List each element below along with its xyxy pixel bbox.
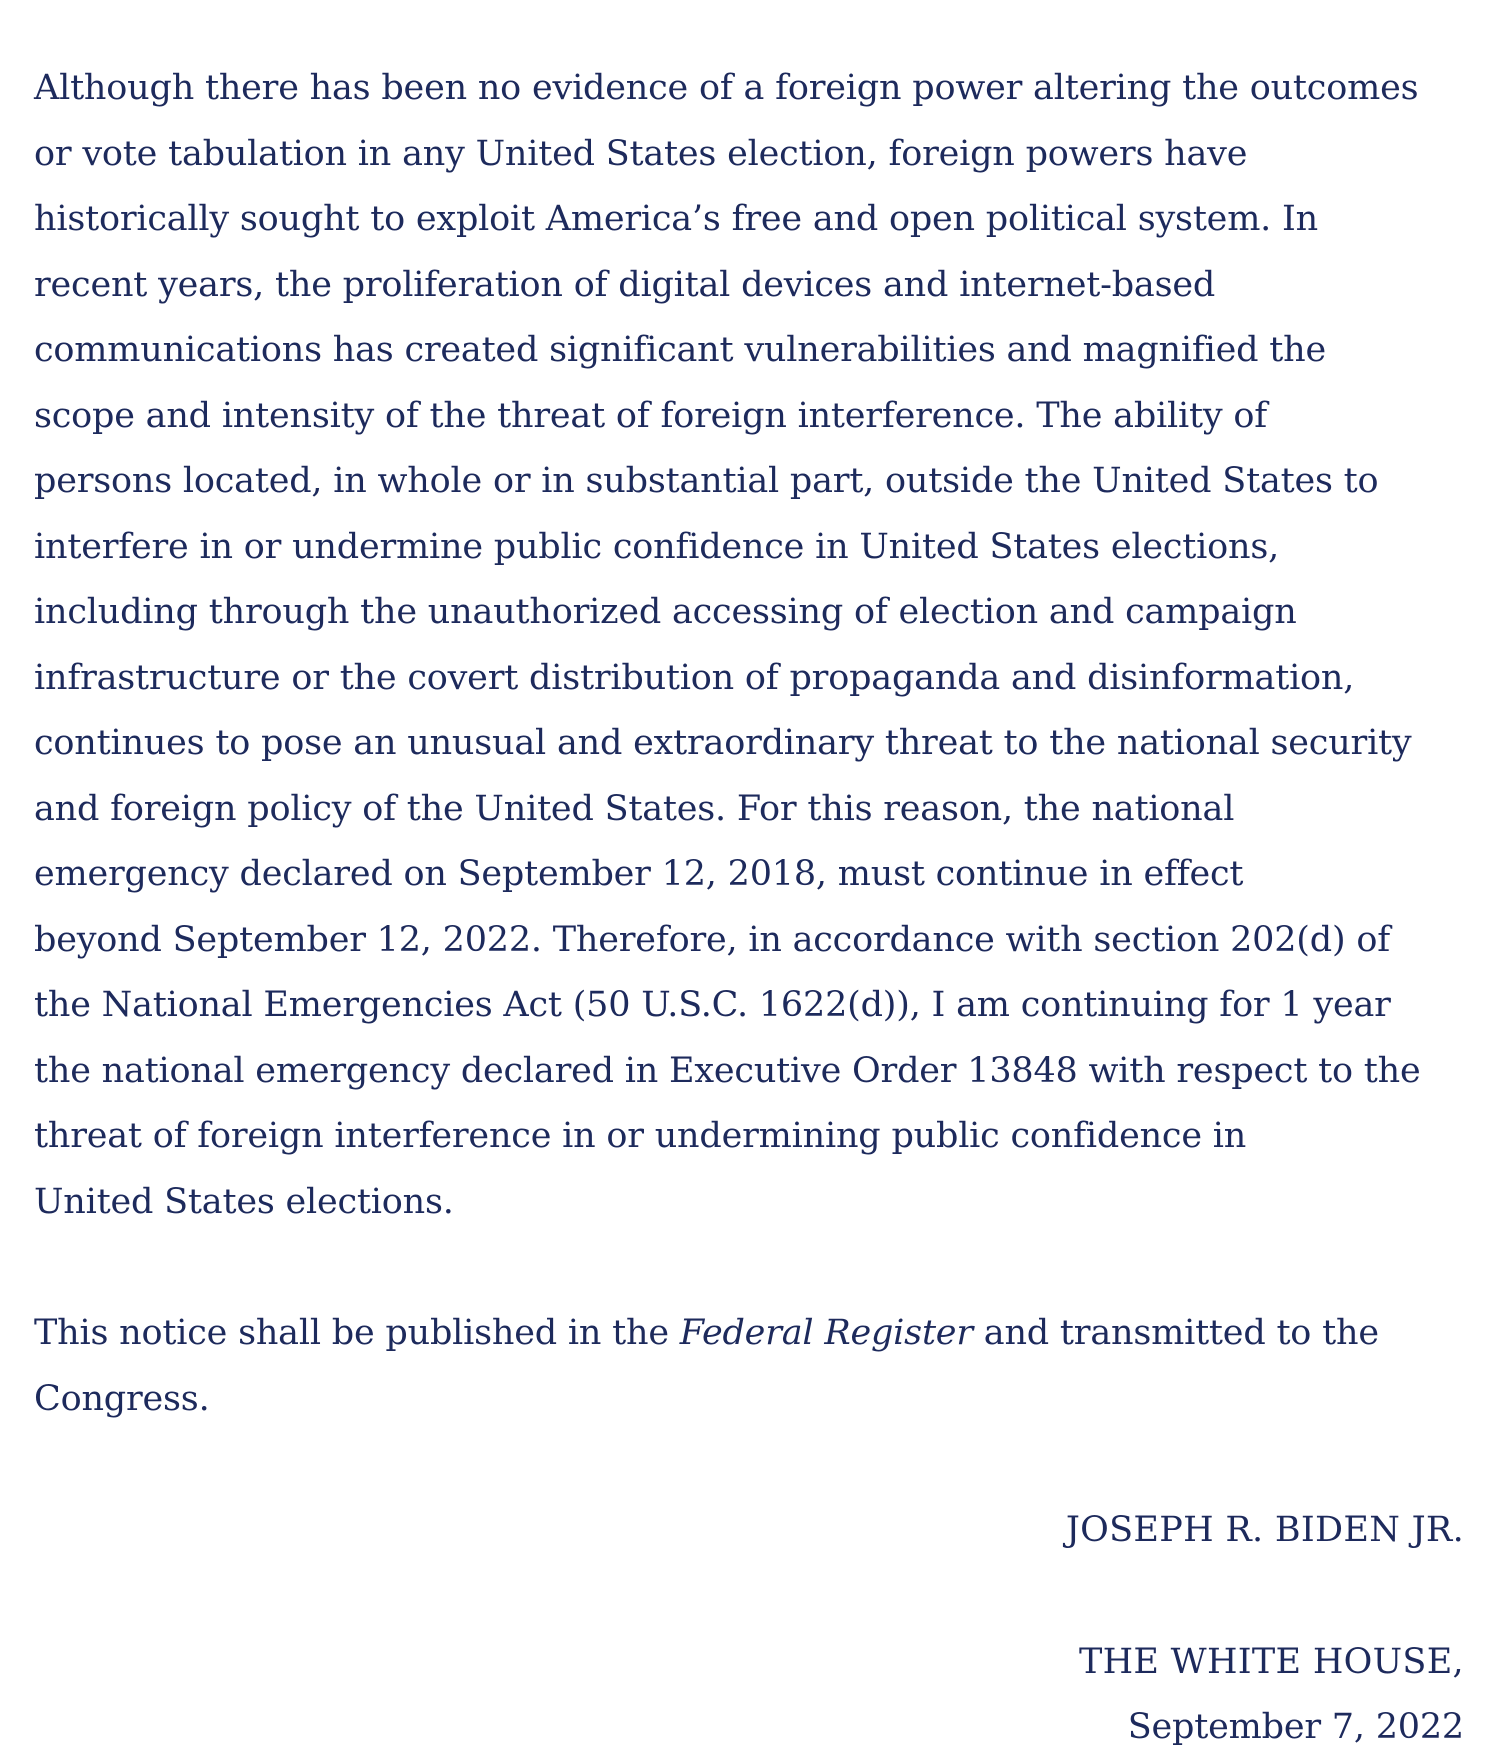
publish-text-before: This notice shall be published in the [34, 1313, 680, 1353]
publish-paragraph [34, 1301, 1464, 1432]
publish-text-after: and transmitted to the Congress. [34, 1313, 1379, 1419]
signature: JOSEPH R. BIDEN JR. [1065, 1510, 1464, 1550]
main-paragraph: Although there has been no evidence of a foreign power altering the outcomes or vote tabulation in any United States election, foreign powers have historically sought to exploit America’s free and open political system. In recent years, the proliferation of digital devices and internet-based communications has created significant vulnerabilities and magnified the scope and intensity of the threat of foreign interference. The ability of persons located, in whole or in substantial part, outside the United States to interfere in or undermine public confidence in United States elections, including through the unauthorized accessing of election and campaign infrastructure or the covert distribution of propaganda and disinformation, continues to pose an unusual and extraordinary threat to the national security and foreign policy of the United States. For this reason, the national emergency declared on September 12, 2018, must continue in effect beyond September 12, 2022. Therefore, in accordance with section 202(d) of the National Emergencies Act (50 U.S.C. 1622(d)), I am continuing for 1 year the national emergency declared in Executive Order 13848 with respect to the threat of foreign interference in or undermining public confidence in United States elections. [34, 68, 1421, 1222]
location-date-block [34, 1630, 1464, 1761]
federal-register-italic: Federal Register [679, 1313, 973, 1353]
date: September 7, 2022 [1127, 1707, 1464, 1747]
document-body [34, 56, 1464, 1761]
location: THE WHITE HOUSE, [1078, 1641, 1464, 1682]
